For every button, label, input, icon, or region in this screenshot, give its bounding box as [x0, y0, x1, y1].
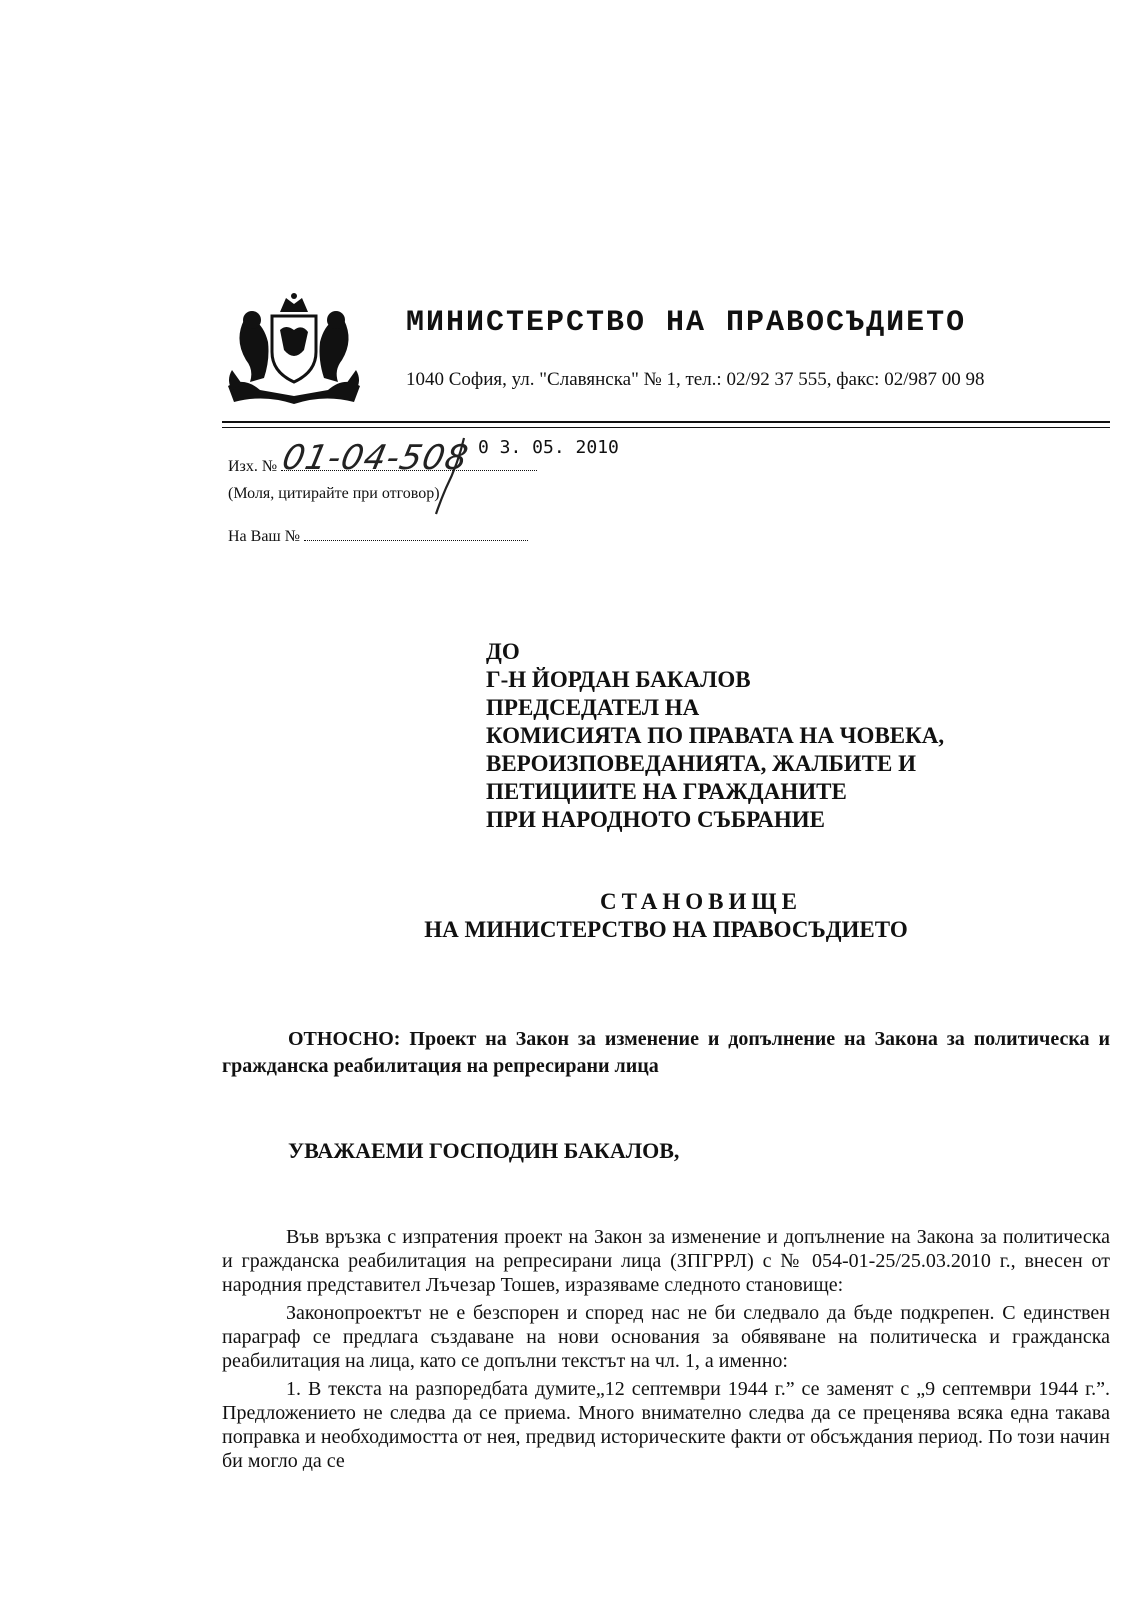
addressee-block	[486, 638, 944, 834]
ministry-address: 1040 София, ул. "Славянска" № 1, тел.: 02/92 37 555, факс: 02/987 00 98	[406, 369, 985, 390]
body-paragraph: 1. В текста на разпоредбата думите„12 септември 1944 г.” се заменят с „9 септември 1944 г.”. Предложението не следва да се приема. Много внимателно следва да се преценява всяка една такава поправка и необходимостта от нея, предвид историческите факти от обсъждания период. По този начин би могло да се	[222, 1378, 1110, 1472]
your-number-line	[304, 540, 528, 541]
subject-paragraph: ОТНОСНО: Проект на Закон за изменение и допълнение на Закона за политическа и гражданска реабилитация на репресирани лица	[222, 1028, 1110, 1077]
title-line-ministry: НА МИНИСТЕРСТВО НА ПРАВОСЪДИЕТО	[424, 917, 908, 942]
addressee-line: ПРЕДСЕДАТЕЛ НА	[486, 695, 700, 720]
addressee-line: ВЕРОИЗПОВЕДАНИЯТА, ЖАЛБИТЕ И	[486, 751, 917, 776]
handwritten-slash-mark	[428, 436, 468, 516]
document-title	[222, 888, 1110, 944]
body-text	[222, 1225, 1110, 1477]
date-stamp: 0 3. 05. 2010	[478, 437, 619, 458]
please-cite-note: (Моля, цитирайте при отговор)	[228, 485, 440, 502]
letterhead-divider-thin	[222, 427, 1110, 428]
addressee-line: Г-Н ЙОРДАН БАКАЛОВ	[486, 667, 751, 692]
handwritten-outgoing-number: 01-04-508	[278, 438, 473, 478]
body-paragraph: Във връзка с изпратения проект на Закон за изменение и допълнение на Закона за политическа и гражданска реабилитация на репресирани лица (ЗПГРРЛ) с № 054-01-25/25.03.2010 г., внесен от народния представител Лъчезар Тошев, изразяваме следното становище:	[222, 1226, 1110, 1296]
outgoing-label: Изх. №	[228, 458, 278, 475]
salutation: УВАЖАЕМИ ГОСПОДИН БАКАЛОВ,	[288, 1138, 680, 1163]
coat-of-arms-emblem	[224, 290, 364, 408]
body-paragraph: Законопроектът не е безспорен и според нас не би следвало да бъде подкрепен. С единствен параграф се предлага създаване на нови основания за обявяване на политическа и гражданска реабилитация на лица, като се допълни текстът на чл. 1, а именно:	[222, 1302, 1110, 1372]
addressee-line: ПРИ НАРОДНОТО СЪБРАНИЕ	[486, 807, 825, 832]
ministry-name: МИНИСТЕРСТВО НА ПРАВОСЪДИЕТО	[406, 306, 967, 340]
addressee-line: ПЕТИЦИИТЕ НА ГРАЖДАНИТЕ	[486, 779, 847, 804]
addressee-line: КОМИСИЯТА ПО ПРАВАТА НА ЧОВЕКА,	[486, 723, 945, 748]
addressee-line: ДО	[486, 639, 520, 664]
title-line-opinion: СТАНОВИЩЕ	[599, 889, 803, 914]
letterhead-divider	[222, 421, 1110, 423]
your-number-row	[228, 528, 528, 546]
your-number-label: На Ваш №	[228, 528, 301, 545]
